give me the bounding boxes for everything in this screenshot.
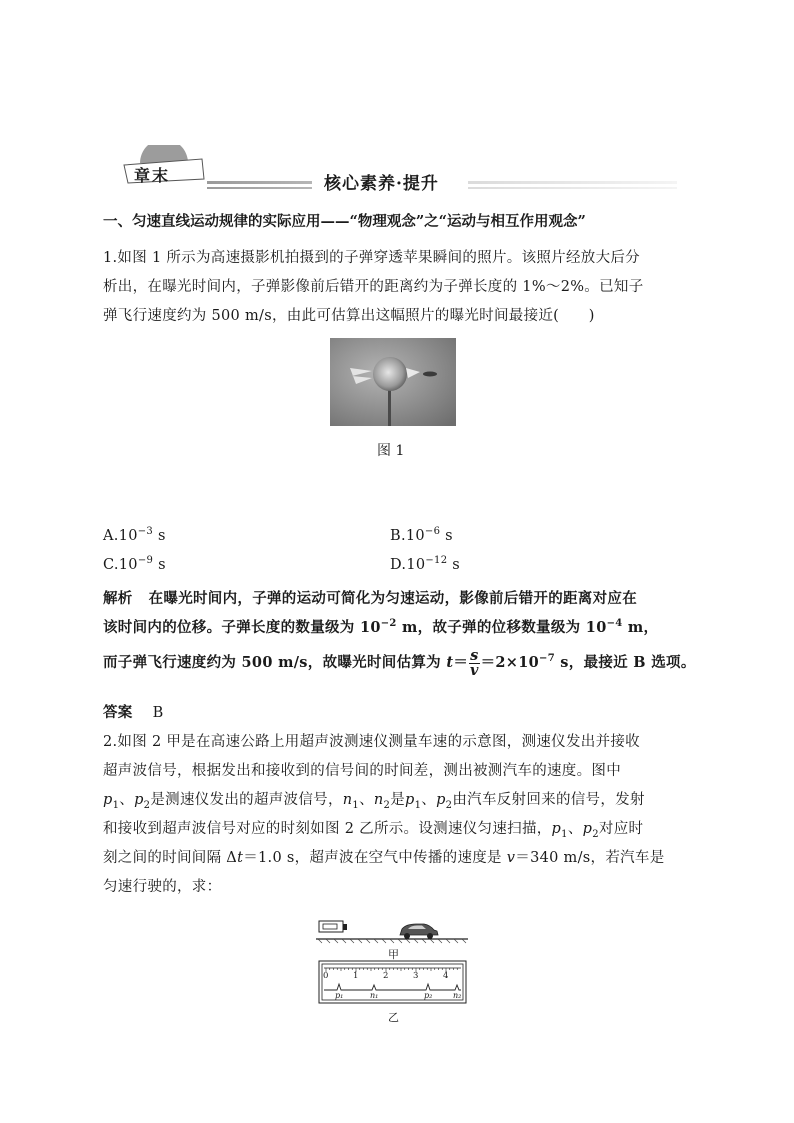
analysis-text: 而子弹飞行速度约为 500 m/s，故曝光时间估算为	[103, 654, 447, 671]
analysis-line	[103, 584, 703, 613]
apple-bullet-photo	[330, 338, 456, 426]
analysis-line	[103, 648, 703, 678]
tick-label-3: 3	[413, 971, 419, 981]
q2-text: 、	[359, 792, 374, 808]
analysis-text: 该时间内的位移。子弹长度的数量级为 10	[103, 619, 381, 636]
header-badge: 章末	[134, 166, 171, 185]
q2-line	[103, 786, 703, 815]
q2-text: 和接收到超声波信号对应的时刻如图 2 乙所示。设测速仪匀速扫描，	[103, 821, 552, 837]
sub: 1	[561, 828, 568, 840]
analysis-label: 解析	[103, 590, 133, 607]
sub: 1	[112, 799, 120, 811]
q2-line	[103, 844, 703, 873]
q2-line: 2.如图 2 甲是在高速公路上用超声波测速仪测量车速的示意图，测速仪发出并接收	[103, 734, 640, 750]
tick-label-4: 4	[443, 971, 449, 981]
option-a-unit: s	[153, 528, 166, 544]
var-p: p	[551, 821, 562, 837]
frac-denominator: v	[469, 661, 479, 679]
q2-line	[103, 815, 703, 844]
option-a-text: A.10	[103, 528, 138, 544]
tick-label-0: 0	[323, 971, 329, 981]
var-n: n	[373, 792, 384, 808]
var-p: p	[103, 792, 113, 808]
signal-label-p2: p₂	[424, 991, 433, 1000]
q2-text: ＝340 m/s，若汽车是	[515, 850, 665, 866]
analysis-exp: −2	[380, 618, 397, 629]
signal-label-n1: n₁	[370, 991, 379, 1000]
fraction	[469, 646, 479, 679]
var-p: p	[134, 792, 144, 808]
frac-numerator: s	[470, 646, 479, 664]
q2-text: 对应时	[598, 821, 644, 837]
q2-text: 刻之间的时间间隔 Δ	[103, 850, 238, 866]
label-jia: 甲	[388, 948, 399, 961]
q1-line: 析出，在曝光时间内，子弹影像前后错开的距离约为子弹长度的 1%～2%。已知子	[103, 279, 644, 295]
analysis-text: s，最接近 B 选项。	[554, 654, 696, 671]
option-b-text: B.10	[390, 528, 425, 544]
analysis-text: m，故子弹的位移数量级为 10	[396, 619, 607, 636]
q1-answer	[103, 698, 164, 728]
answer-label: 答案	[103, 704, 133, 721]
option-c-exp: −9	[137, 555, 154, 566]
figure-1-caption: 图 1	[377, 443, 405, 459]
option-d-text: D.10	[390, 557, 426, 573]
option-c[interactable]	[103, 551, 166, 580]
q1-analysis	[103, 584, 703, 678]
sub: 2	[592, 828, 599, 840]
tick-label-2: 2	[383, 971, 389, 981]
signal-label-p1: p₁	[335, 991, 344, 1000]
q1-line: 1.如图 1 所示为高速摄影机拍摄到的子弹穿透苹果瞬间的照片。该照片经放大后分	[103, 250, 640, 266]
var-t: t	[237, 850, 244, 866]
var-n: n	[342, 792, 353, 808]
sub: 1	[352, 799, 360, 811]
option-b-exp: −6	[424, 526, 441, 537]
section-heading: 一、匀速直线运动规律的实际应用——“物理观念”之“运动与相互作用观念”	[103, 213, 586, 230]
analysis-exp: −4	[606, 618, 623, 629]
q1-stem	[103, 244, 703, 331]
equals: ＝	[453, 654, 469, 671]
signal-label-n2: n₂	[453, 991, 462, 1000]
var-v: v	[506, 850, 516, 866]
option-d-unit: s	[447, 557, 461, 573]
option-a-exp: −3	[137, 526, 154, 537]
var-t: t	[446, 654, 454, 671]
option-a[interactable]	[103, 522, 166, 551]
analysis-text: ＝2×10	[480, 654, 540, 671]
option-c-unit: s	[153, 557, 166, 573]
analysis-line	[103, 613, 703, 642]
q2-text: 是测速仪发出的超声波信号，	[150, 792, 343, 808]
header-title: 核心素养·提升	[324, 174, 439, 194]
analysis-text: m，	[622, 619, 659, 636]
q2-line: 匀速行驶的，求：	[103, 879, 222, 895]
var-p: p	[582, 821, 593, 837]
tick-label-1: 1	[353, 971, 359, 981]
answer-value: B	[152, 705, 164, 721]
sub: 1	[414, 799, 422, 811]
option-b[interactable]	[390, 522, 453, 551]
var-p: p	[405, 792, 415, 808]
sub: 2	[445, 799, 453, 811]
q2-text: 、	[421, 792, 437, 808]
label-yi: 乙	[388, 1011, 399, 1024]
q2-text: 、	[119, 792, 135, 808]
analysis-text: 在曝光时间内，子弹的运动可简化为匀速运动，影像前后错开的距离对应在	[148, 590, 638, 607]
option-d[interactable]	[390, 551, 460, 580]
option-d-exp: −12	[425, 555, 448, 566]
q2-stem	[103, 728, 703, 902]
analysis-exp: −7	[539, 653, 555, 664]
chapter-header	[112, 145, 692, 197]
q2-line: 超声波信号，根据发出和接收到的信号间的时间差，测出被测汽车的速度。图中	[103, 763, 621, 779]
figure-2-yi	[318, 960, 468, 1024]
q2-text: 、	[567, 821, 583, 837]
sub: 2	[143, 799, 151, 811]
sub: 2	[383, 799, 391, 811]
q2-text: 由汽车反射回来的信号，发射	[452, 792, 645, 808]
road-scene	[316, 915, 472, 945]
var-p: p	[436, 792, 446, 808]
option-b-unit: s	[440, 528, 453, 544]
q2-text: 是	[390, 792, 405, 808]
q1-line: 弹飞行速度约为 500 m/s，由此可估算出这幅照片的曝光时间最接近( )	[103, 308, 595, 324]
q2-text: ＝1.0 s，超声波在空气中传播的速度是	[243, 850, 507, 866]
option-c-text: C.10	[103, 557, 138, 573]
